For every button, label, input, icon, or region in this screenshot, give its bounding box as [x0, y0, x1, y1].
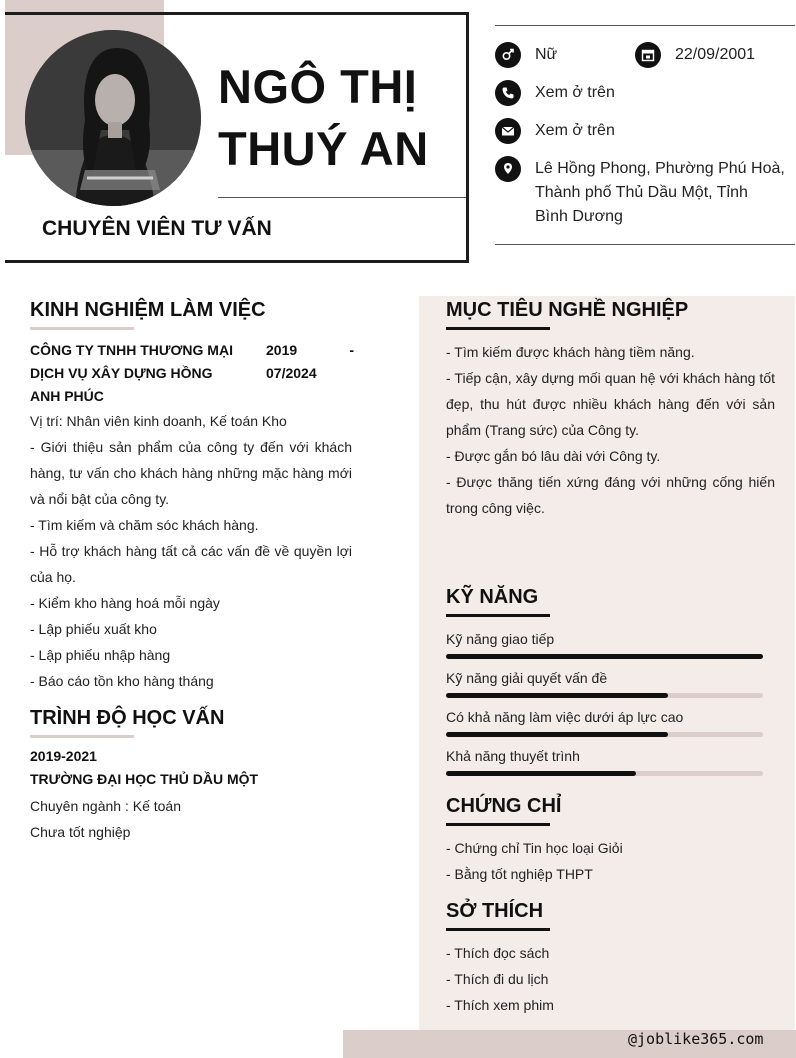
- name-divider: [218, 197, 466, 198]
- skill-bar-fill: [446, 732, 668, 737]
- skill-label: Có khả năng làm việc dưới áp lực cao: [446, 709, 684, 725]
- contact-birthdate: [635, 42, 755, 68]
- calendar-icon: [635, 42, 661, 68]
- duty-item: - Hỗ trợ khách hàng tất cả các vấn đề về quyền lợi của họ.: [30, 543, 352, 585]
- name-line-1: NGÔ THỊ: [218, 60, 418, 113]
- duty-item: - Kiểm kho hàng hoá mỗi ngày: [30, 595, 220, 611]
- education-major: Chuyên ngành : Kế toán: [30, 798, 182, 814]
- skill-bar-fill: [446, 693, 668, 698]
- objective-item: - Được gắn bó lâu dài với Công ty.: [446, 448, 661, 464]
- skill-item: [446, 708, 763, 737]
- objective-title: MỤC TIÊU NGHỀ NGHIỆP: [446, 299, 689, 321]
- education-status: Chưa tốt nghiệp: [30, 824, 131, 840]
- experience-details: [30, 408, 352, 694]
- education-period: 2019-2021: [30, 748, 97, 764]
- education-title: TRÌNH ĐỘ HỌC VẤN: [30, 707, 225, 729]
- job-title: CHUYÊN VIÊN TƯ VẤN: [42, 217, 272, 240]
- birthdate-value: 22/09/2001: [675, 46, 756, 63]
- education-extra: [30, 793, 352, 845]
- objective-list: [446, 339, 775, 521]
- certificate-item: - Bằng tốt nghiệp THPT: [446, 866, 593, 882]
- skill-label: Kỹ năng giao tiếp: [446, 631, 555, 647]
- certificates-title: CHỨNG CHỈ: [446, 795, 562, 817]
- hobbies-underline: [446, 928, 550, 931]
- location-icon: [495, 156, 521, 182]
- experience-period: 2019 - 07/2024: [266, 342, 354, 381]
- contact-phone: [495, 80, 615, 106]
- skill-item: [446, 747, 763, 776]
- objective-underline: [446, 327, 550, 330]
- gender-value: Nữ: [535, 46, 558, 63]
- portrait-photo: [25, 30, 201, 206]
- skill-bar-track: [446, 771, 763, 776]
- objective-item: - Tìm kiếm được khách hàng tiềm năng.: [446, 344, 695, 360]
- avatar: [25, 30, 201, 206]
- certificates-underline: [446, 823, 550, 826]
- duty-item: - Báo cáo tồn kho hàng tháng: [30, 673, 214, 689]
- education-school: TRƯỜNG ĐẠI HỌC THỦ DẦU MỘT: [30, 771, 259, 787]
- skill-bar-track: [446, 654, 763, 659]
- skill-label: Kỹ năng giải quyết vấn đề: [446, 670, 608, 686]
- skill-label: Khả năng thuyết trình: [446, 748, 580, 764]
- hobby-item: - Thích đọc sách: [446, 945, 550, 961]
- education-underline: [30, 735, 134, 738]
- education-details: [30, 745, 352, 791]
- duty-item: - Lập phiếu xuất kho: [30, 621, 157, 637]
- email-value: Xem ở trên: [535, 122, 615, 139]
- experience-position: Vị trí: Nhân viên kinh doanh, Kế toán Kho: [30, 413, 287, 429]
- contact-address: [495, 156, 785, 229]
- duty-item: - Tìm kiếm và chăm sóc khách hàng.: [30, 517, 259, 533]
- skill-bar-track: [446, 693, 763, 698]
- experience-company: CÔNG TY TNHH THƯƠNG MẠI DỊCH VỤ XÂY DỰNG HỒNG ANH PHÚC: [30, 342, 233, 404]
- watermark: @joblike365.com: [628, 1030, 764, 1048]
- phone-value: Xem ở trên: [535, 84, 615, 101]
- certificates-list: [446, 835, 775, 887]
- hobbies-title: SỞ THÍCH: [446, 900, 544, 922]
- hobbies-list: [446, 940, 775, 1018]
- skill-item: [446, 630, 763, 659]
- skill-bar-track: [446, 732, 763, 737]
- gender-icon: [495, 42, 521, 68]
- phone-icon: [495, 80, 521, 106]
- mail-icon: [495, 118, 521, 144]
- hobby-item: - Thích xem phim: [446, 997, 554, 1013]
- hobby-item: - Thích đi du lịch: [446, 971, 549, 987]
- name-line-2: THUÝ AN: [218, 122, 429, 175]
- full-name: [218, 56, 458, 180]
- duty-item: - Giới thiệu sản phẩm của công ty đến với khách hàng, tư vấn cho khách hàng những mặc hàng mới và nổi bật của công ty.: [30, 439, 352, 507]
- address-value: Lê Hồng Phong, Phường Phú Hoà, Thành phố Thủ Dầu Một, Tỉnh Bình Dương: [535, 160, 785, 225]
- contact-email: [495, 118, 615, 144]
- skills-title: KỸ NĂNG: [446, 586, 539, 608]
- skill-bar-fill: [446, 654, 763, 659]
- experience-title: KINH NGHIỆM LÀM VIỆC: [30, 299, 266, 321]
- skill-bar-fill: [446, 771, 636, 776]
- duty-item: - Lập phiếu nhập hàng: [30, 647, 171, 663]
- skills-underline: [446, 614, 550, 617]
- contact-block: [495, 25, 795, 245]
- objective-item: - Tiếp cận, xây dựng mối quan hệ với khách hàng tốt đẹp, thu hút được nhiều khách hàng đến với sản phẩm (Trang sức) của Công ty.: [446, 370, 775, 438]
- certificate-item: - Chứng chỉ Tin học loại Giỏi: [446, 840, 623, 856]
- experience-underline: [30, 327, 134, 330]
- contact-gender: [495, 42, 557, 68]
- objective-item: - Được thăng tiến xứng đáng với những cống hiến trong công việc.: [446, 474, 775, 516]
- skill-item: [446, 669, 763, 698]
